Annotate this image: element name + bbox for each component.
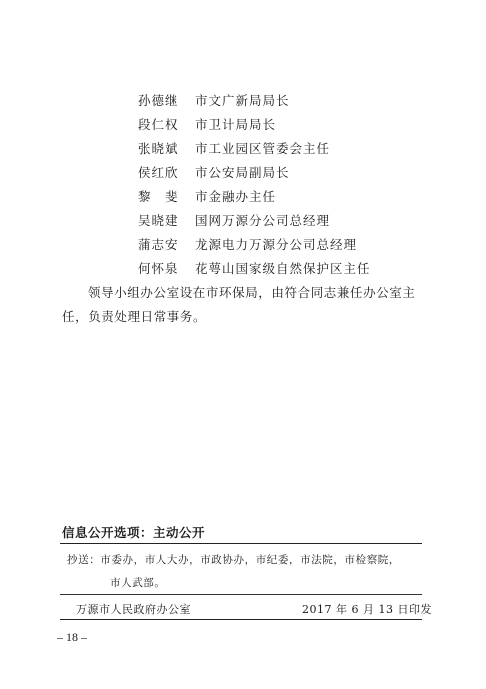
body-paragraph-line1: 领导小组办公室设在市环保局，由符合同志兼任办公室主 <box>88 285 416 300</box>
member-row <box>138 232 371 256</box>
footer-bottom-rule <box>60 619 422 620</box>
member-row <box>138 112 371 136</box>
member-name: 侯红欣 <box>138 165 179 180</box>
member-row <box>138 184 371 208</box>
member-name: 蒲志安 <box>138 237 179 252</box>
member-title: 市金融办主任 <box>195 189 277 204</box>
member-name: 何怀泉 <box>138 261 179 276</box>
cc-line1: 抄送：市委办，市人大办，市政协办，市纪委，市法院，市检察院， <box>67 554 400 566</box>
footer-middle-rule <box>60 594 422 595</box>
member-name: 黎 斐 <box>138 189 179 204</box>
member-row <box>138 256 371 280</box>
member-title: 市工业园区管委会主任 <box>195 141 331 156</box>
member-name: 孙德继 <box>138 93 179 108</box>
member-name: 张晓斌 <box>138 141 179 156</box>
member-title: 市卫计局局长 <box>195 117 277 132</box>
body-paragraph-line2: 任，负责处理日常事务。 <box>62 309 207 324</box>
issue-date: 2017 年 6 月 13 日印发 <box>302 603 432 616</box>
info-disclosure-label: 信息公开选项：主动公开 <box>62 525 206 540</box>
member-list <box>138 88 371 280</box>
member-row <box>138 88 371 112</box>
member-row <box>138 136 371 160</box>
member-title: 龙源电力万源分公司总经理 <box>195 237 358 252</box>
page-number: – 18 – <box>57 630 87 644</box>
footer-top-rule <box>60 543 422 544</box>
member-title: 市文广新局局长 <box>195 93 290 108</box>
member-title: 花萼山国家级自然保护区主任 <box>195 261 371 276</box>
member-name: 段仁权 <box>138 117 179 132</box>
member-row <box>138 208 371 232</box>
member-name: 吴晓建 <box>138 213 179 228</box>
member-title: 市公安局副局长 <box>195 165 290 180</box>
cc-line2: 市人武部。 <box>110 577 166 589</box>
member-title: 国网万源分公司总经理 <box>195 213 331 228</box>
member-row <box>138 160 371 184</box>
issuer: 万源市人民政府办公室 <box>76 603 191 616</box>
